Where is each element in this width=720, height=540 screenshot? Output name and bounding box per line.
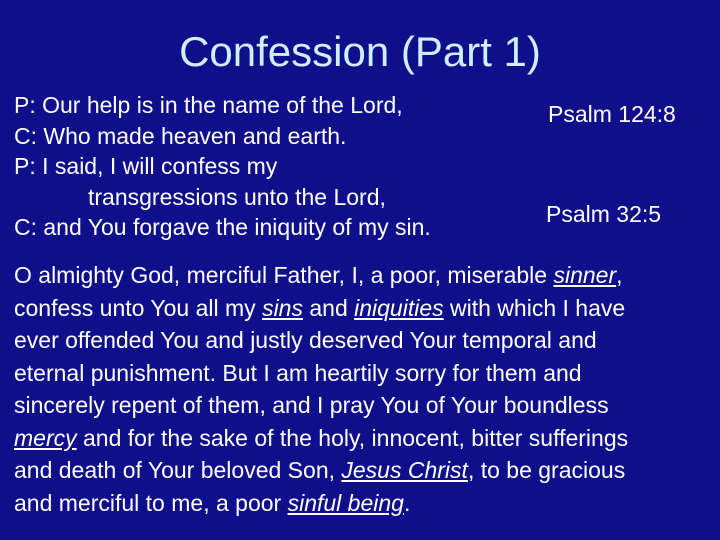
prayer-text: , to be gracious [467, 457, 626, 483]
emphasized-term: Jesus Christ [341, 457, 468, 483]
liturgy-line: C: and You forgave the iniquity of my sin. [14, 214, 431, 240]
emphasized-term: mercy [14, 424, 77, 451]
liturgy-line: P: Our help is in the name of the Lord, [14, 92, 403, 118]
prayer-line: sincerely repent of them, and I pray You of Your boundless [14, 392, 609, 418]
liturgy-block [14, 90, 431, 243]
prayer-text: and for the sake of the holy, innocent, bitter sufferings [76, 424, 629, 451]
prayer-text: and death of Your beloved Son, [14, 457, 342, 483]
prayer-text: and [302, 294, 355, 321]
slide-title: Confession (Part 1) [179, 28, 541, 75]
scripture-reference: Psalm 32:5 [546, 201, 662, 227]
prayer-text: , [616, 262, 623, 288]
prayer-line: eternal punishment. But I am heartily sorry for them and [14, 359, 582, 386]
liturgy-line: transgressions unto the Lord, [88, 183, 386, 210]
liturgy-line: P: I said, I will confess my [14, 153, 278, 179]
prayer-line [14, 487, 628, 520]
prayer-line: ever offended You and justly deserved Your temporal and [14, 327, 597, 353]
prayer-text: O almighty God, merciful Father, I, a poor, miserable [14, 262, 554, 288]
prayer-line [14, 259, 628, 292]
prayer-line [14, 454, 628, 487]
emphasized-term: sins [262, 294, 303, 321]
prayer-text: confess unto You all my [14, 294, 263, 321]
scripture-reference: Psalm 124:8 [548, 101, 676, 127]
prayer-line [14, 422, 628, 455]
emphasized-term: sinful being [287, 489, 404, 516]
emphasized-term: sinner [553, 262, 617, 288]
prayer-text: and merciful to me, a poor [14, 489, 288, 516]
liturgy-line: C: Who made heaven and earth. [14, 122, 347, 149]
emphasized-term: iniquities [354, 294, 444, 321]
confession-prayer [14, 259, 628, 519]
prayer-text: with which I have [443, 294, 626, 321]
prayer-text: . [403, 489, 411, 516]
prayer-line [14, 292, 628, 325]
